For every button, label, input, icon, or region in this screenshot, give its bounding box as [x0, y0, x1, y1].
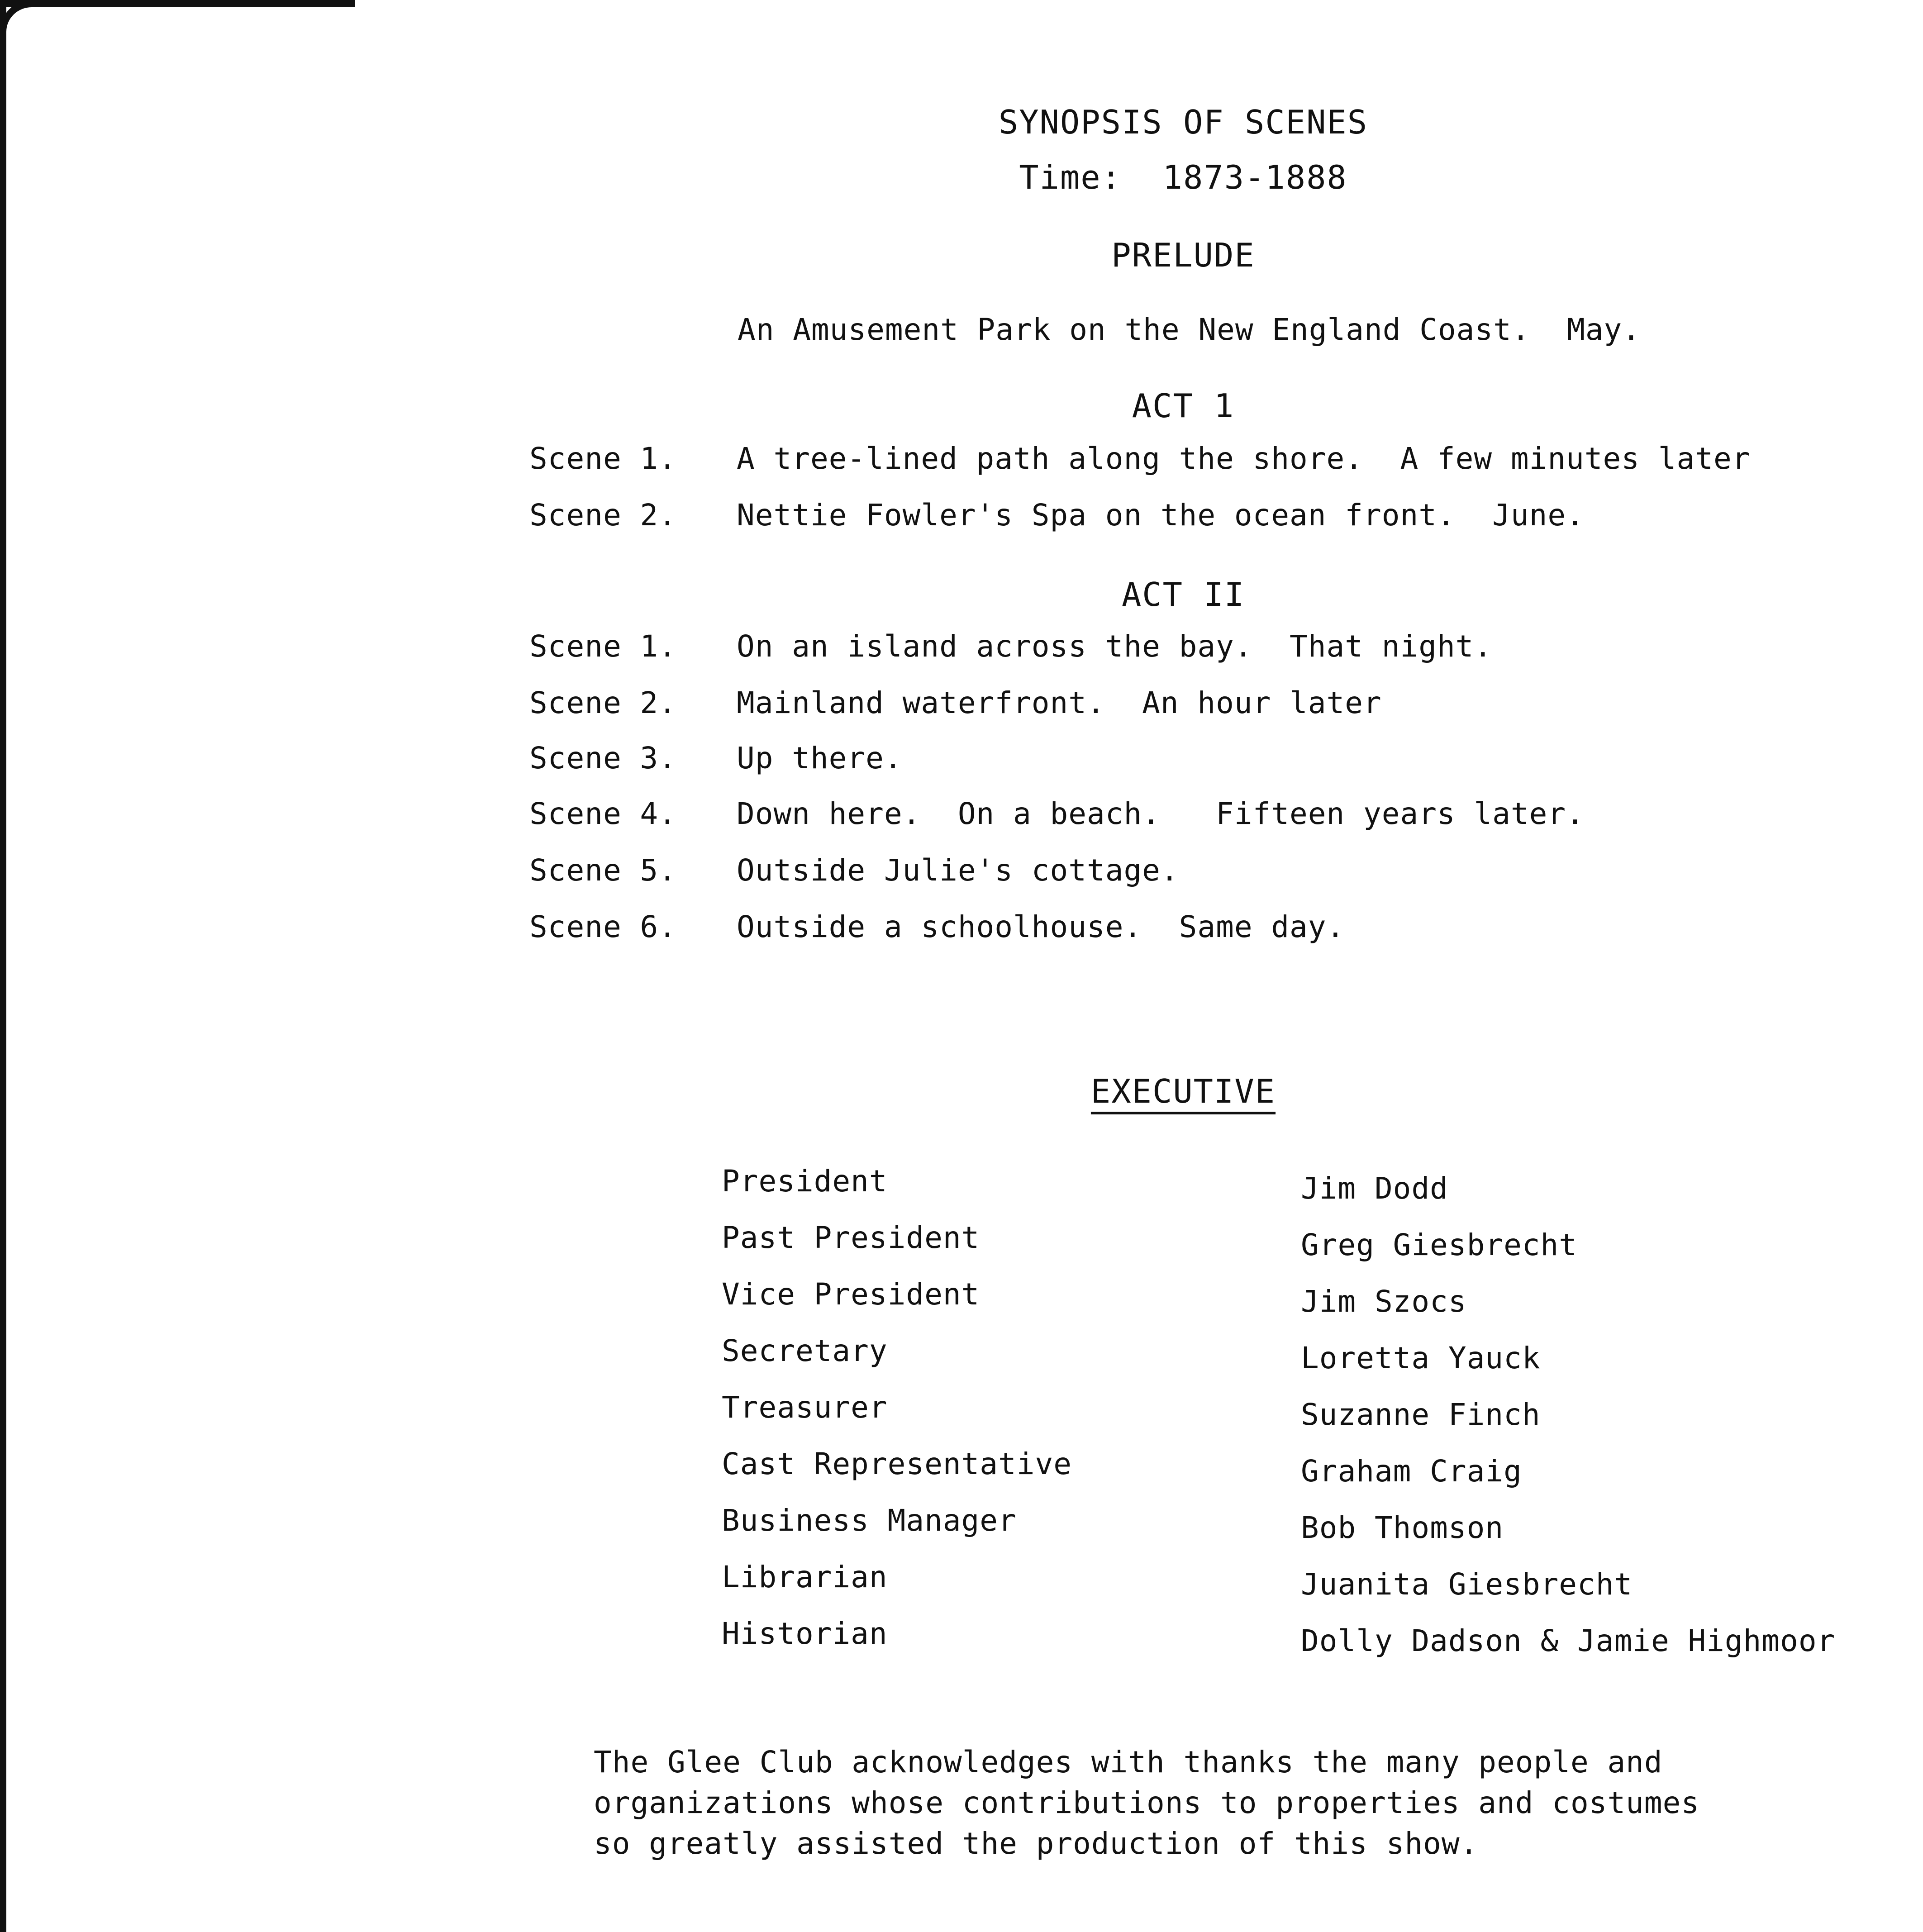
- executive-name: Jim Szocs: [1301, 1284, 1467, 1319]
- executive-name: Dolly Dadson & Jamie Highmoor: [1301, 1623, 1836, 1658]
- scene-description: Up there.: [737, 741, 903, 776]
- act-2-heading: ACT II: [1121, 576, 1245, 614]
- executive-role: Vice President: [722, 1277, 980, 1312]
- executive-name: Bob Thomson: [1301, 1510, 1504, 1545]
- executive-role: Treasurer: [722, 1390, 888, 1425]
- prelude-description: An Amusement Park on the New England Coast. May.: [738, 312, 1641, 347]
- scene-label: Scene 3.: [529, 741, 677, 776]
- scene-description: On an island across the bay. That night.: [737, 629, 1493, 664]
- scene-label: Scene 5.: [529, 853, 677, 888]
- scene-description: Nettie Fowler's Spa on the ocean front. June.: [737, 498, 1585, 533]
- executive-role: President: [722, 1164, 888, 1199]
- executive-name: Jim Dodd: [1301, 1171, 1448, 1206]
- scene-label: Scene 6.: [529, 909, 677, 944]
- scene-description: Outside Julie's cottage.: [737, 853, 1179, 888]
- scene-label: Scene 2.: [529, 498, 677, 533]
- acknowledgement-line: organizations whose contributions to properties and costumes: [594, 1785, 1700, 1820]
- scan-left-edge: [0, 7, 6, 1932]
- executive-role: Secretary: [722, 1333, 888, 1368]
- acknowledgement-line: The Glee Club acknowledges with thanks the many people and: [594, 1745, 1663, 1780]
- executive-name: Juanita Giesbrecht: [1301, 1567, 1633, 1602]
- executive-role: Cast Representative: [722, 1447, 1072, 1481]
- acknowledgement-line: so greatly assisted the production of this show.: [594, 1826, 1479, 1861]
- executive-name: Loretta Yauck: [1301, 1341, 1541, 1375]
- synopsis-title: SYNOPSIS OF SCENES: [998, 103, 1368, 141]
- scan-top-edge: [0, 0, 355, 7]
- executive-name: Graham Craig: [1301, 1454, 1522, 1489]
- scene-label: Scene 4.: [529, 796, 677, 831]
- executive-role: Business Manager: [722, 1503, 1017, 1538]
- executive-role: Past President: [722, 1220, 980, 1255]
- scene-description: Mainland waterfront. An hour later: [737, 685, 1382, 720]
- executive-name: Suzanne Finch: [1301, 1397, 1541, 1432]
- executive-name: Greg Giesbrecht: [1301, 1228, 1578, 1262]
- executive-role: Historian: [722, 1616, 888, 1651]
- scene-label: Scene 1.: [529, 629, 677, 664]
- scene-description: A tree-lined path along the shore. A few minutes later: [737, 441, 1751, 476]
- scene-label: Scene 1.: [529, 441, 677, 476]
- scene-label: Scene 2.: [529, 685, 677, 720]
- act-1-heading: ACT 1: [1132, 387, 1235, 425]
- prelude-heading: PRELUDE: [1111, 236, 1255, 274]
- executive-heading: EXECUTIVE: [1090, 1072, 1276, 1110]
- scene-description: Down here. On a beach. Fifteen years later.: [737, 796, 1585, 831]
- scene-description: Outside a schoolhouse. Same day.: [737, 909, 1345, 944]
- time-period: Time: 1873-1888: [1019, 158, 1347, 196]
- executive-role: Librarian: [722, 1560, 888, 1594]
- acknowledgement-paragraph: [594, 1742, 1699, 1864]
